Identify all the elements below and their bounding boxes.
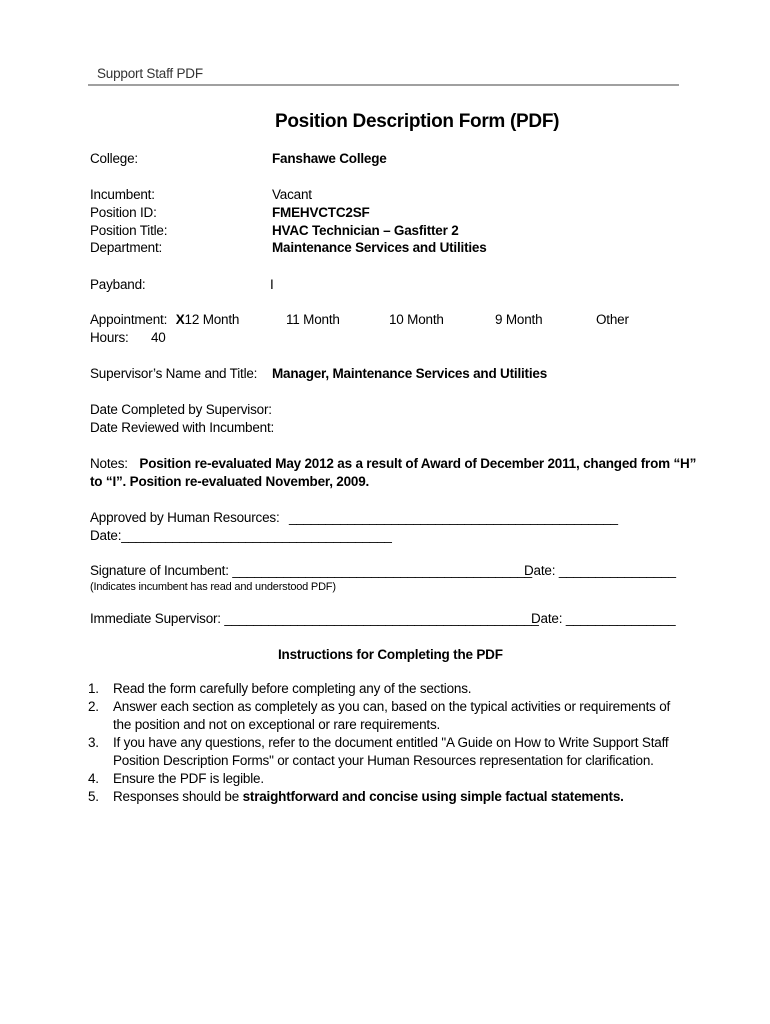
list-item-number: 1. bbox=[88, 681, 99, 696]
appointment-option-11-month: 11 Month bbox=[286, 312, 340, 327]
hr-approval-label: Approved by Human Resources: bbox=[90, 510, 280, 525]
date-completed-label: Date Completed by Supervisor: bbox=[90, 402, 272, 417]
college-value: Fanshawe College bbox=[272, 151, 387, 166]
incumbent-date-row bbox=[524, 563, 676, 578]
appointment-option-12-month: 12 Month bbox=[184, 312, 240, 327]
list-item-text: Ensure the PDF is legible. bbox=[113, 771, 264, 786]
payband-value: I bbox=[270, 277, 274, 292]
incumbent-value: Vacant bbox=[272, 187, 312, 202]
header-label: Support Staff PDF bbox=[97, 66, 203, 81]
department-value: Maintenance Services and Utilities bbox=[272, 240, 487, 255]
list-item-number: 2. bbox=[88, 699, 99, 714]
appointment-option-other: Other bbox=[596, 312, 629, 327]
supervisor-date-line[interactable]: _______________ bbox=[565, 611, 676, 626]
list-item-number: 4. bbox=[88, 771, 99, 786]
hr-approval-line[interactable]: _____________________________________________ bbox=[289, 510, 618, 525]
list-item-text: Answer each section as completely as you can, based on the typical activities or requirements of the position and not on exceptional or rare requirements. bbox=[113, 699, 671, 732]
supervisor-value: Manager, Maintenance Services and Utilities bbox=[272, 366, 548, 381]
incumbent-date-line[interactable]: ________________ bbox=[558, 563, 676, 578]
notes-label: Notes: bbox=[90, 456, 128, 471]
approval-date-row bbox=[90, 528, 392, 543]
department-label: Department: bbox=[90, 240, 163, 255]
date-reviewed-label: Date Reviewed with Incumbent: bbox=[90, 420, 275, 435]
instructions-heading: Instructions for Completing the PDF bbox=[278, 647, 503, 662]
incumbent-label: Incumbent: bbox=[90, 187, 155, 202]
list-item bbox=[88, 698, 678, 734]
signature-note: (Indicates incumbent has read and understood PDF) bbox=[90, 581, 336, 593]
page-title: Position Description Form (PDF) bbox=[275, 111, 560, 132]
list-item-bold-text: straightforward and concise using simple factual statements. bbox=[242, 789, 624, 804]
list-item-text: Responses should be bbox=[113, 789, 243, 804]
list-item bbox=[88, 788, 678, 806]
supervisor-label: Supervisor’s Name and Title: bbox=[90, 366, 258, 381]
notes-line-1 bbox=[90, 456, 696, 471]
list-item-number: 3. bbox=[88, 735, 99, 750]
position-title-label: Position Title: bbox=[90, 223, 168, 238]
list-item-text: If you have any questions, refer to the document entitled "A Guide on How to Write Support Staff Position Description Forms" or contact your Human Resources representation for clarification. bbox=[113, 735, 669, 768]
supervisor-signature-label: Immediate Supervisor: bbox=[90, 611, 221, 626]
supervisor-signature-row bbox=[90, 611, 539, 626]
notes-text-2: to “I”. Position re-evaluated November, 2009. bbox=[90, 474, 370, 489]
position-id-value: FMEHVCTC2SF bbox=[272, 205, 370, 220]
approval-date-label: Date: bbox=[90, 528, 122, 543]
notes-text-1: Position re-evaluated May 2012 as a result of Award of December 2011, changed from “H” bbox=[139, 456, 697, 471]
position-title-value: HVAC Technician – Gasfitter 2 bbox=[272, 223, 459, 238]
appointment-option-9-month: 9 Month bbox=[495, 312, 543, 327]
appointment-label: Appointment: bbox=[90, 312, 168, 327]
list-item-number: 5. bbox=[88, 789, 99, 804]
incumbent-signature-row bbox=[90, 563, 532, 578]
incumbent-date-label: Date: bbox=[524, 563, 556, 578]
appointment-option-10-month: 10 Month bbox=[389, 312, 444, 327]
position-id-label: Position ID: bbox=[90, 205, 157, 220]
incumbent-signature-line[interactable]: _________________________________________ bbox=[232, 563, 532, 578]
approval-date-line[interactable]: _____________________________________ bbox=[121, 528, 392, 543]
instructions-list bbox=[88, 680, 678, 806]
appointment-selected-mark: X bbox=[175, 312, 185, 327]
college-label: College: bbox=[90, 151, 138, 166]
list-item-text: Read the form carefully before completing any of the sections. bbox=[113, 681, 472, 696]
appointment-row bbox=[90, 312, 239, 327]
incumbent-signature-label: Signature of Incumbent: bbox=[90, 563, 229, 578]
hours-value: 40 bbox=[151, 330, 166, 345]
header-rule bbox=[88, 84, 679, 86]
supervisor-date-row bbox=[531, 611, 675, 626]
list-item bbox=[88, 734, 678, 770]
payband-label: Payband: bbox=[90, 277, 146, 292]
hours-label: Hours: bbox=[90, 330, 129, 345]
supervisor-date-label: Date: bbox=[531, 611, 563, 626]
supervisor-signature-line[interactable]: ___________________________________________ bbox=[224, 611, 539, 626]
list-item bbox=[88, 680, 678, 698]
list-item bbox=[88, 770, 678, 788]
